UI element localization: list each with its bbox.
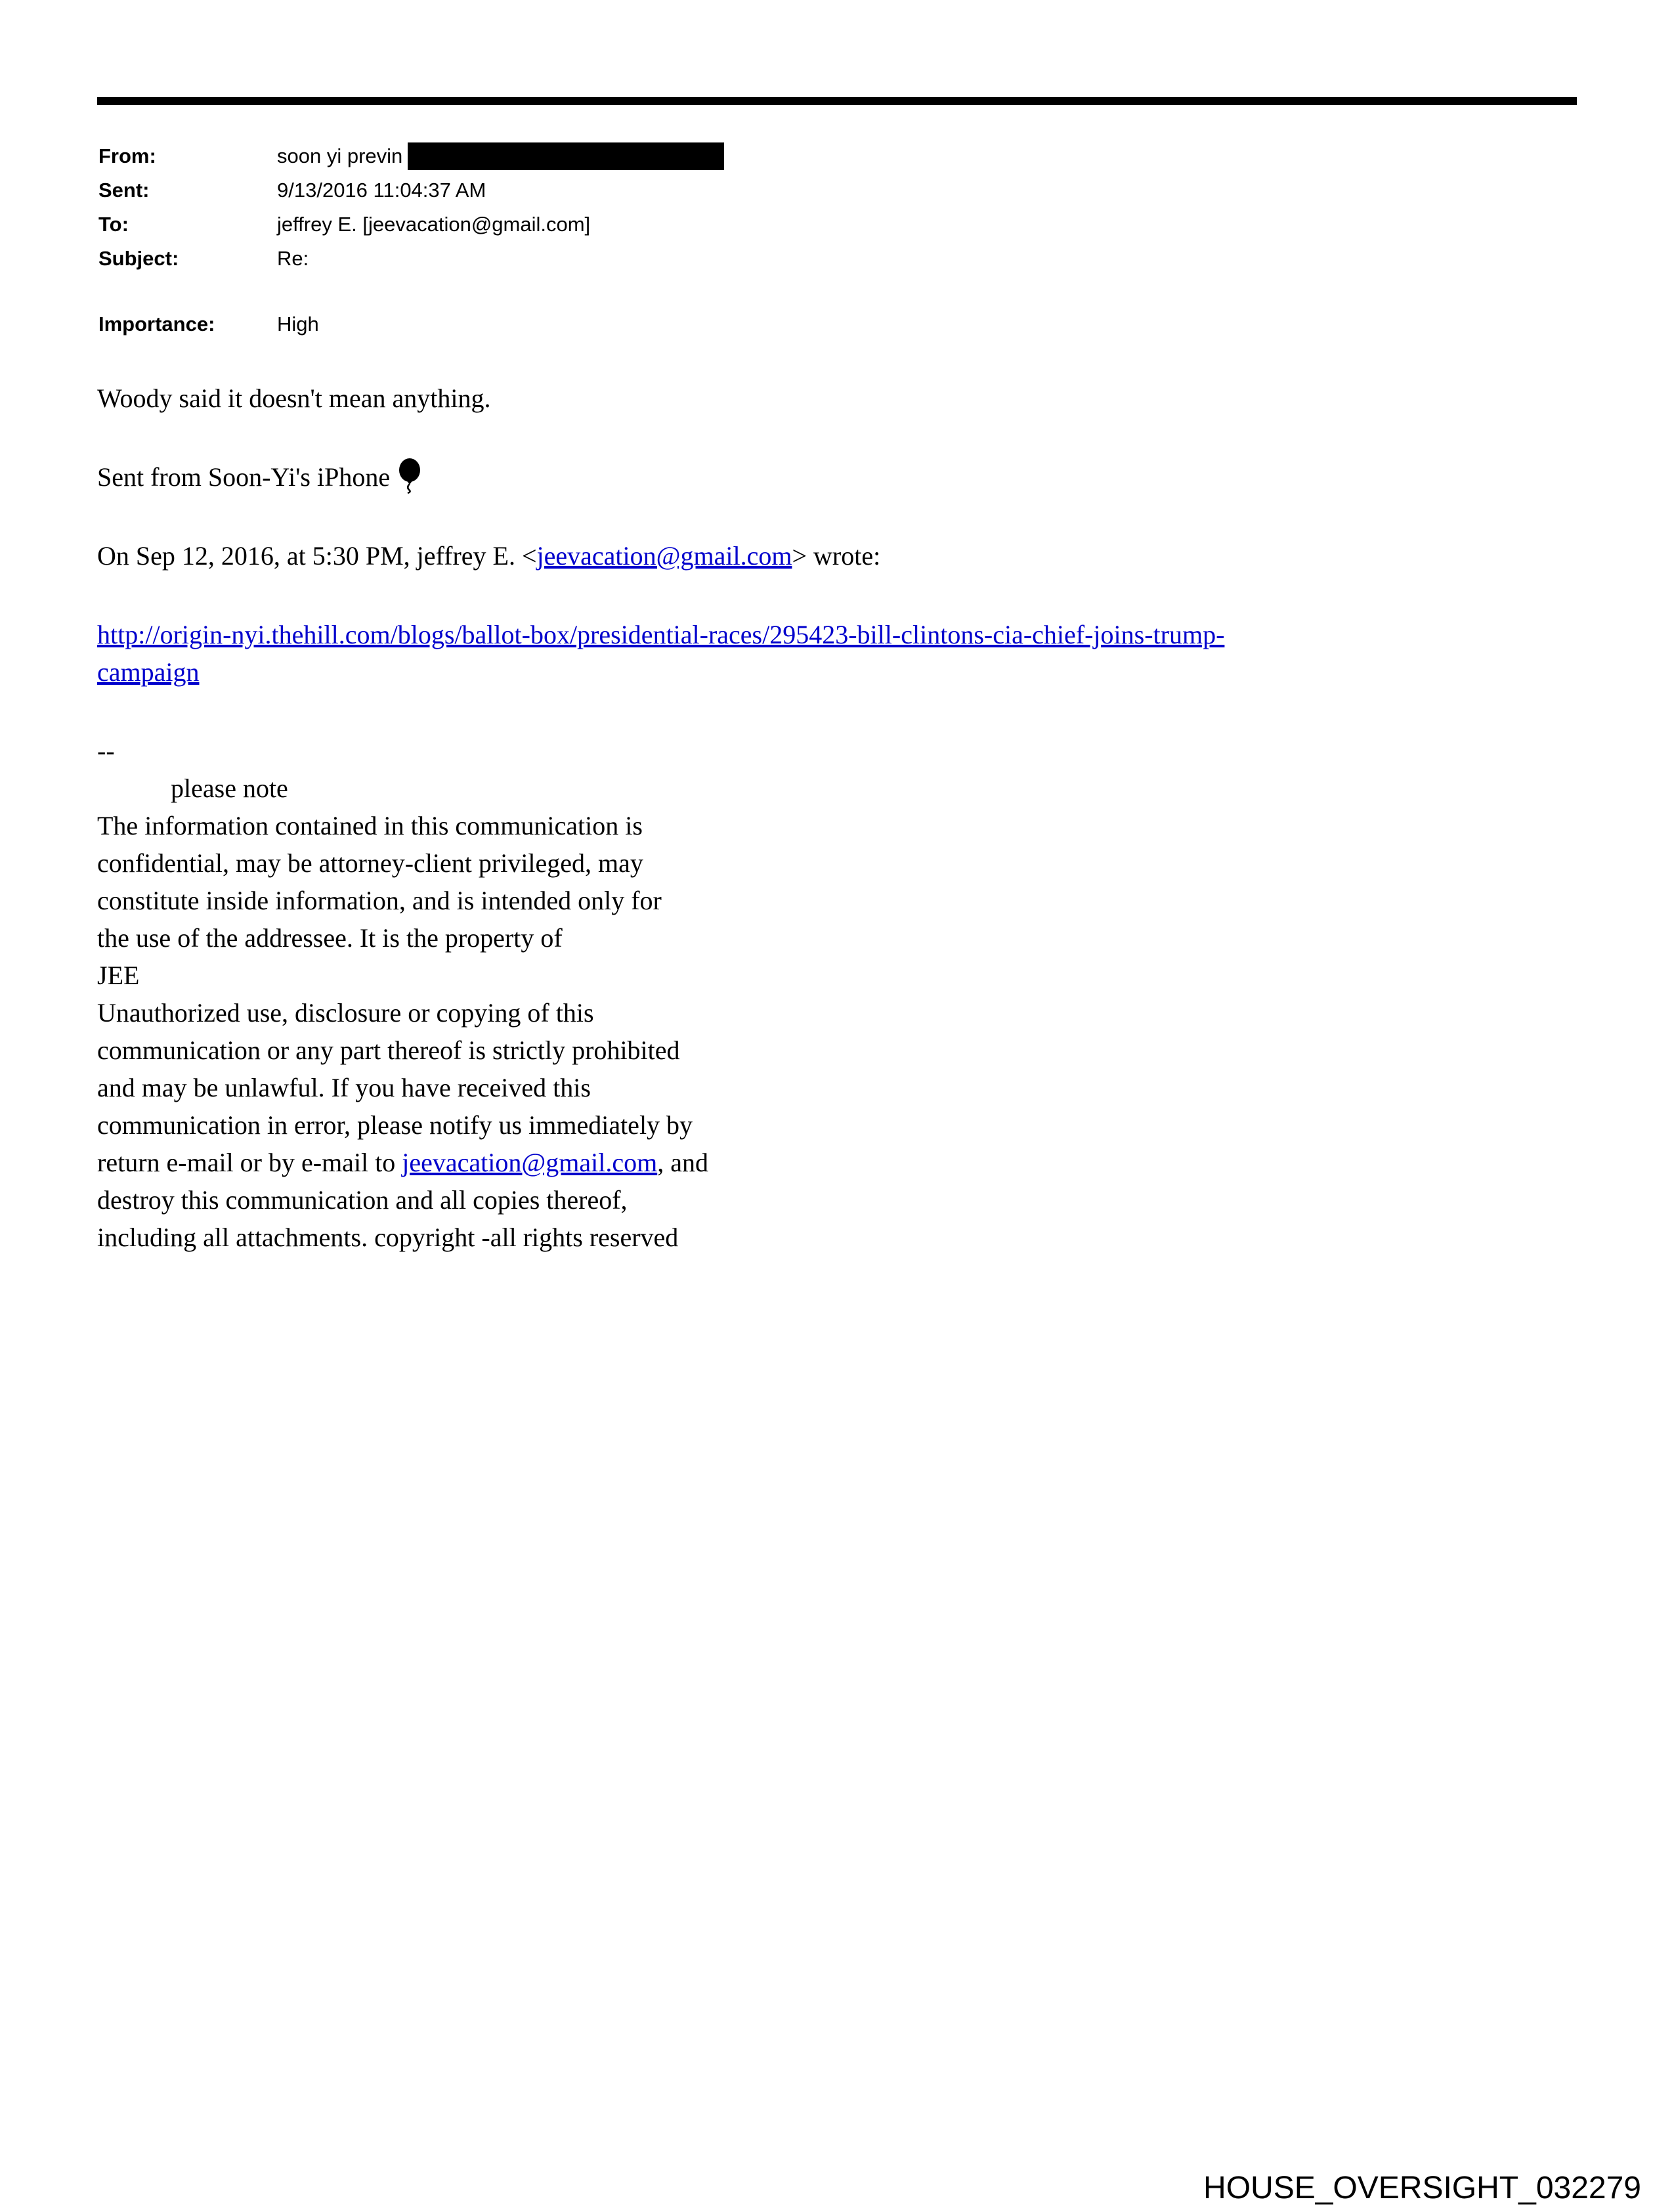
disclaimer-line: and may be unlawful. If you have received this xyxy=(97,1073,591,1102)
article-url-link[interactable] xyxy=(97,620,1224,687)
quote-intro-prefix: On Sep 12, 2016, at 5:30 PM, jeffrey E. < xyxy=(97,541,537,571)
article-url-paragraph xyxy=(97,616,1640,691)
disclaimer-email-line xyxy=(97,1144,1640,1181)
subject-label: Subject: xyxy=(98,247,179,270)
disclaimer-email-link[interactable]: jeevacation@gmail.com xyxy=(402,1148,658,1177)
disclaimer-note: please note xyxy=(171,773,288,803)
disclaimer-block xyxy=(97,732,1640,1256)
disclaimer-dashes: -- xyxy=(97,736,115,766)
header-row-sent xyxy=(98,173,724,207)
disclaimer-line: the use of the addressee. It is the property of xyxy=(97,923,563,953)
importance-label: Importance: xyxy=(98,313,215,336)
signature-text: Sent from Soon-Yi's iPhone xyxy=(97,462,391,492)
article-url-line2: campaign xyxy=(97,657,200,687)
quote-intro-suffix: > wrote: xyxy=(792,541,881,571)
disclaimer-line: Unauthorized use, disclosure or copying of this xyxy=(97,998,594,1028)
header-divider-rule xyxy=(97,97,1577,105)
header-row-importance xyxy=(98,307,724,341)
disclaimer-line: communication or any part thereof is strictly prohibited xyxy=(97,1035,680,1065)
disclaimer-email-prefix: return e-mail or by e-mail to xyxy=(97,1148,402,1177)
importance-value: High xyxy=(277,313,319,336)
from-label: From: xyxy=(98,144,156,167)
disclaimer-line: JEE xyxy=(97,961,140,990)
sent-label: Sent: xyxy=(98,179,150,202)
balloon-icon xyxy=(398,458,421,494)
redaction-bar xyxy=(408,142,724,170)
disclaimer-email-suffix: , and xyxy=(657,1148,708,1177)
to-value: jeffrey E. [jeevacation@gmail.com] xyxy=(277,213,591,236)
disclaimer-line: including all attachments. copyright -all rights reserved xyxy=(97,1223,679,1252)
sent-value: 9/13/2016 11:04:37 AM xyxy=(277,179,486,202)
disclaimer-line: The information contained in this communication is xyxy=(97,811,643,840)
header-row-to xyxy=(98,207,724,242)
email-header xyxy=(98,139,724,341)
quote-intro-line xyxy=(97,537,1640,575)
disclaimer-line: confidential, may be attorney-client privileged, may xyxy=(97,848,643,878)
from-value xyxy=(277,139,724,173)
disclaimer-line: destroy this communication and all copies thereof, xyxy=(97,1185,628,1215)
sender-email-link[interactable]: jeevacation@gmail.com xyxy=(536,541,792,571)
bates-number: HOUSE_OVERSIGHT_032279 xyxy=(1203,2171,1641,2205)
subject-value: Re: xyxy=(277,247,309,270)
disclaimer-line: communication in error, please notify us immediately by xyxy=(97,1110,693,1140)
header-row-from xyxy=(98,139,724,173)
email-body xyxy=(97,380,1640,1256)
from-sender-name: soon yi previn xyxy=(277,144,403,167)
header-row-subject xyxy=(98,242,724,276)
disclaimer-line: constitute inside information, and is intended only for xyxy=(97,886,662,915)
message-text: Woody said it doesn't mean anything. xyxy=(97,383,491,413)
article-url-line1: http://origin-nyi.thehill.com/blogs/ballot-box/presidential-races/295423-bill-clintons-cia-chief-joins-trump- xyxy=(97,620,1225,649)
signature-line xyxy=(97,458,1640,496)
to-label: To: xyxy=(98,213,129,236)
